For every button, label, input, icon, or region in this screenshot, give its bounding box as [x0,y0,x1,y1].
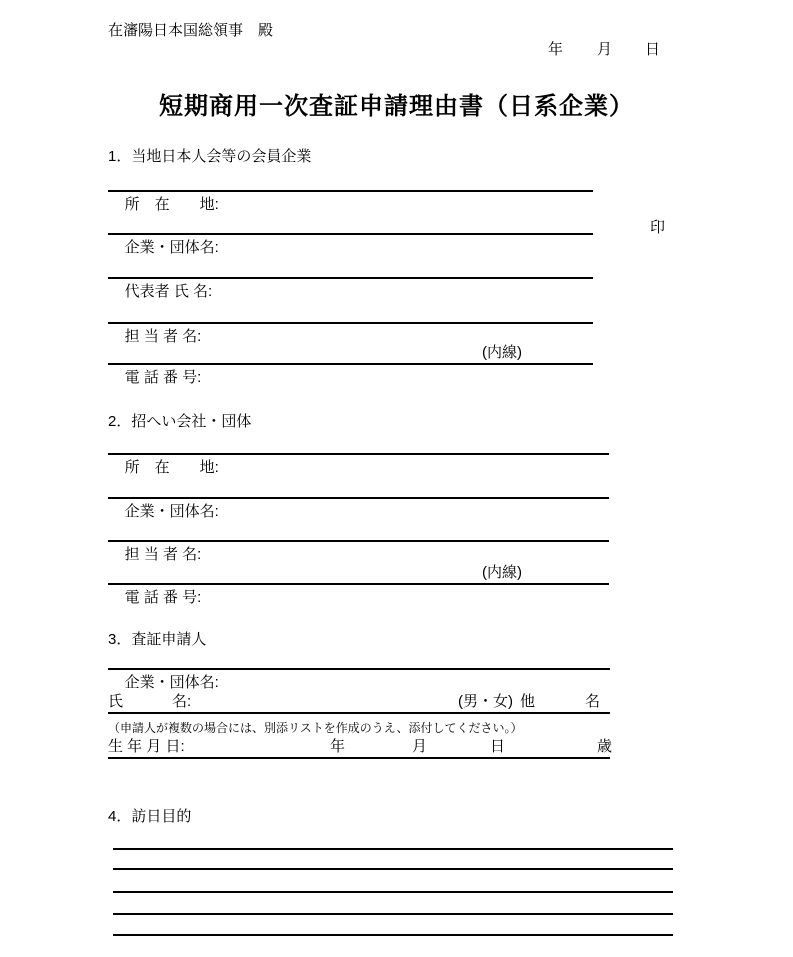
section3-surname-label: 氏 [108,693,124,710]
section3-day-label: 日 [490,738,506,755]
date-year-label: 年 [548,41,564,58]
date-month-label: 月 [597,41,613,58]
section3-heading: 3．査証申請人 [108,631,207,648]
section1-company-label: 企業・団体名: [124,239,219,256]
section2-extension-label: (内線) [482,564,522,581]
section3-givenname-label: 名: [172,693,192,710]
section1-phone-field [108,339,593,386]
section3-multiple-applicants-note: （申請人が複数の場合には、別添リストを作成のうえ、添付してください。） [108,721,523,735]
date-day-label: 日 [645,41,661,58]
section3-company-label: 企業・団体名: [124,674,219,691]
section1-address-field [108,166,593,213]
section1-contact-label: 担 当 者 名: [124,328,202,345]
purpose-blank-line [113,934,673,936]
section2-contact-label: 担 当 者 名: [124,546,202,563]
purpose-blank-line [113,913,673,915]
section2-contact-field [108,516,609,563]
section3-others-unit-label: 名 [585,693,601,710]
section1-company-field [108,209,593,256]
section3-month-label: 月 [412,738,428,755]
seal-mark: 印 [650,219,666,236]
purpose-blank-line [113,868,673,870]
recipient-line: 在瀋陽日本国総領事 殿 [108,22,274,39]
section3-gender-label: (男・女) [458,693,513,710]
purpose-blank-line [113,891,673,893]
section3-year-label: 年 [330,738,346,755]
purpose-blank-line [113,848,673,850]
section1-heading: 1．当地日本人会等の会員企業 [108,148,312,165]
section1-phone-label: 電 話 番 号: [124,369,202,386]
section2-heading: 2．招へい会社・団体 [108,413,252,430]
section1-address-label: 所 在 地: [124,196,219,213]
section3-company-field [108,644,610,691]
section2-phone-label: 電 話 番 号: [124,589,202,606]
section3-birth-label: 生 年 月 日: [108,738,185,755]
page-title: 短期商用一次査証申請理由書（日系企業） [159,93,634,120]
section1-extension-label: (内線) [482,344,522,361]
section3-birthdate-field [108,733,613,759]
section2-company-label: 企業・団体名: [124,503,219,520]
section3-others-label: 他 [520,693,536,710]
section3-name-field [108,688,610,714]
section2-company-field [108,473,609,520]
section2-address-label: 所 在 地: [124,459,219,476]
section3-age-label: 歳 [597,738,613,755]
section1-representative-field [108,253,593,300]
section1-contact-field [108,298,593,345]
section1-representative-label: 代表者 氏 名: [124,283,213,300]
section2-phone-field [108,559,609,606]
section2-address-field [108,429,609,476]
section4-heading: 4．訪日目的 [108,808,192,825]
